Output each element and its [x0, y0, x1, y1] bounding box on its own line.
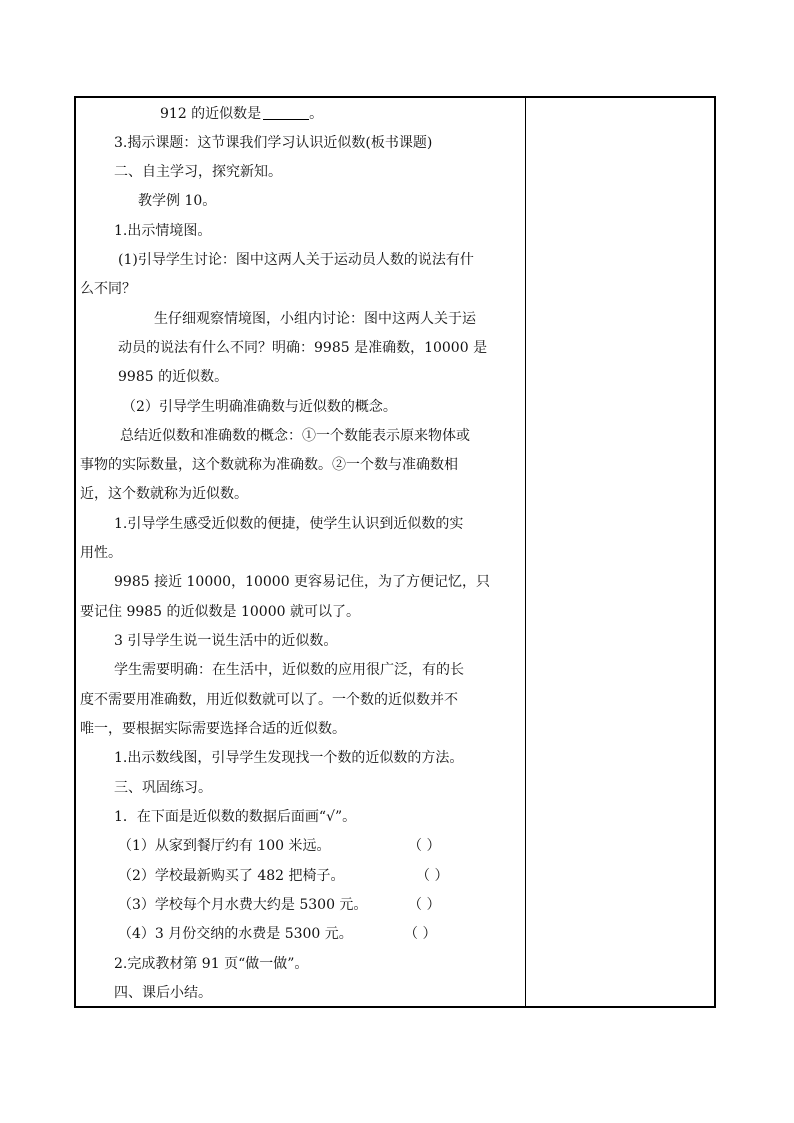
- section-heading: 二、自主学习，探究新知。: [114, 164, 282, 180]
- text-line: 么不同？: [80, 281, 136, 297]
- text-line: 教学例 10。: [138, 193, 217, 209]
- text-line: 912 的近似数是 。: [160, 106, 324, 122]
- section-heading: 三、巩固练习。: [114, 780, 212, 796]
- text-line: (1)引导学生讨论：图中这两人关于运动员人数的说法有什: [118, 252, 474, 268]
- exercise-item: （3）学校每个月水费大约是 5300 元。 （ ）: [118, 897, 441, 913]
- answer-parentheses: （ ）: [408, 838, 441, 854]
- text-line: 1.出示数线图，引导学生发现找一个数的近似数的方法。: [114, 750, 464, 766]
- text-line: 度不需要用准确数，用近似数就可以了。一个数的近似数并不: [80, 692, 458, 708]
- text-line: 近，这个数就称为近似数。: [80, 486, 248, 502]
- answer-parentheses: （ ）: [404, 926, 437, 942]
- text-line: 3.揭示课题：这节课我们学习认识近似数(板书课题): [114, 135, 433, 151]
- text-line: 总结近似数和准确数的概念：①一个数能表示原来物体或: [120, 428, 470, 444]
- text-line: 学生需要明确：在生活中，近似数的应用很广泛，有的长: [114, 662, 464, 678]
- exercise-item: （4）3 月份交纳的水费是 5300 元。 （ ）: [118, 926, 437, 942]
- text-line: 要记住 9985 的近似数是 10000 就可以了。: [80, 604, 360, 620]
- text-line: 9985 的近似数。: [118, 369, 229, 385]
- exercise-item: （1）从家到餐厅约有 100 米远。 （ ）: [118, 838, 441, 854]
- text-line: 用性。: [80, 545, 122, 561]
- text-line: 3 引导学生说一说生活中的近似数。: [114, 633, 338, 649]
- answer-parentheses: （ ）: [408, 897, 441, 913]
- text-line: 动员的说法有什么不同？明确：9985 是准确数，10000 是: [118, 340, 488, 356]
- text-line: 1.引导学生感受近似数的便捷，使学生认识到近似数的实: [114, 516, 464, 532]
- text-line: 唯一，要根据实际需要选择合适的近似数。: [80, 721, 346, 737]
- text-line: 2.完成教材第 91 页“做一做”。: [114, 956, 309, 972]
- answer-parentheses: （ ）: [416, 868, 449, 884]
- answer-blank: [263, 107, 309, 120]
- text-line: 1.出示情境图。: [114, 223, 212, 239]
- lesson-content: [80, 96, 522, 1008]
- text-line: 事物的实际数量，这个数就称为准确数。②一个数与准确数相: [80, 457, 458, 473]
- section-heading: 四、课后小结。: [114, 985, 212, 1001]
- exercise-item: （2）学校最新购买了 482 把椅子。 （ ）: [118, 868, 449, 884]
- text-line: （2）引导学生明确准确数与近似数的概念。: [122, 399, 397, 415]
- text-line: 1．在下面是近似数的数据后面画“√”。: [114, 809, 357, 825]
- text-line: 生仔细观察情境图，小组内讨论：图中这两人关于运: [154, 311, 476, 327]
- text-line: 9985 接近 10000，10000 更容易记住，为了方便记忆，只: [114, 574, 491, 590]
